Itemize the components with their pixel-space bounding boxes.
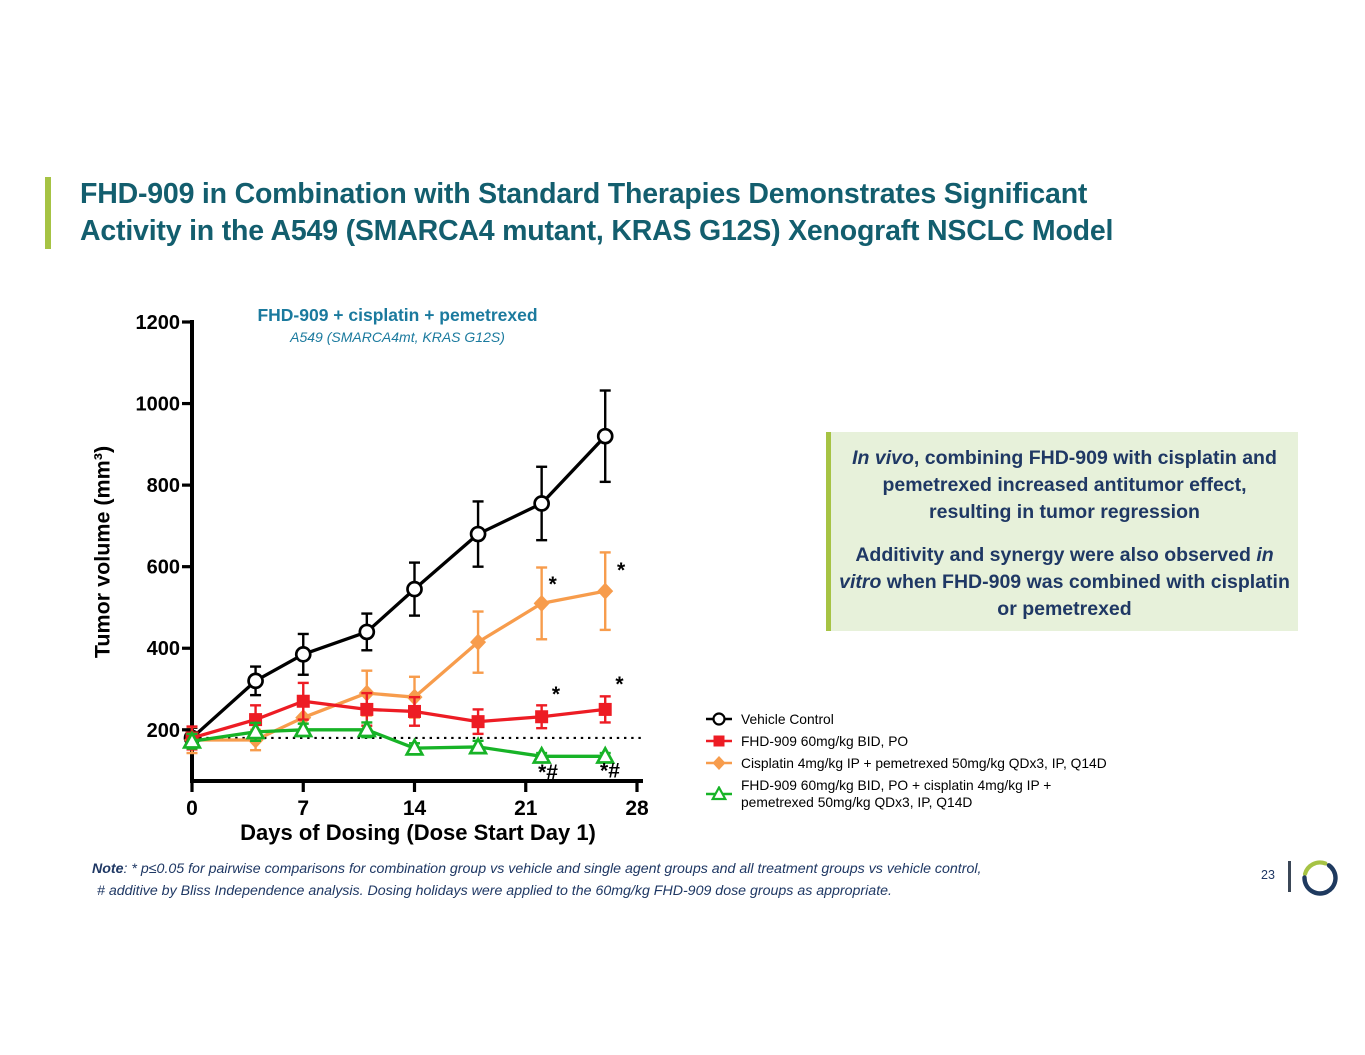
footer-divider bbox=[1288, 861, 1291, 892]
footnote bbox=[92, 858, 1072, 902]
title-accent-bar bbox=[45, 177, 51, 249]
legend-item-cisplatin-pemetrexed bbox=[705, 755, 1107, 771]
insight-paragraph-1: In vivo, combining FHD-909 with cisplatin and pemetrexed increased antitumor effect, resulting in tumor regression bbox=[852, 447, 1277, 523]
chart-title: FHD-909 + cisplatin + pemetrexed bbox=[257, 305, 538, 325]
cisplatin-pemetrexed-marker-icon bbox=[705, 755, 733, 771]
svg-text:200: 200 bbox=[146, 719, 180, 742]
svg-text:800: 800 bbox=[146, 475, 180, 498]
footnote-line2: # additive by Bliss Independence analysis. Dosing holidays were applied to the 60mg/kg FHD-909 dose groups as appropriate. bbox=[97, 883, 892, 899]
x-axis-label: Days of Dosing (Dose Start Day 1) bbox=[240, 820, 596, 845]
svg-text:28: 28 bbox=[625, 797, 649, 820]
vehicle-control-marker-icon bbox=[705, 711, 733, 727]
svg-text:21: 21 bbox=[514, 797, 538, 820]
slide-title-line1: FHD-909 in Combination with Standard Therapies Demonstrates Significant bbox=[80, 178, 1088, 210]
legend-label: FHD-909 60mg/kg BID, PO bbox=[741, 733, 909, 749]
insight-box bbox=[826, 432, 1298, 631]
svg-text:*: * bbox=[617, 558, 626, 582]
svg-text:1000: 1000 bbox=[135, 393, 180, 416]
fhd909-marker-icon bbox=[705, 733, 733, 749]
company-logo-icon bbox=[1299, 857, 1341, 899]
slide-title bbox=[80, 176, 1350, 249]
legend-item-vehicle bbox=[705, 711, 1107, 727]
svg-text:600: 600 bbox=[146, 556, 180, 579]
legend-item-combination bbox=[705, 777, 1107, 811]
y-axis-label: Tumor volume (mm³) bbox=[90, 445, 115, 659]
footnote-line1: Note: * p≤0.05 for pairwise comparisons for combination group vs vehicle and single agent groups and all treatment groups vs vehicle control, bbox=[92, 861, 982, 877]
svg-text:1200: 1200 bbox=[135, 312, 180, 334]
svg-text:*#: *# bbox=[538, 761, 558, 785]
chart-legend bbox=[705, 711, 1107, 817]
svg-text:*#: *# bbox=[600, 759, 620, 783]
slide-title-line2: Activity in the A549 (SMARCA4 mutant, KRAS G12S) Xenograft NSCLC Model bbox=[80, 214, 1114, 247]
svg-text:*: * bbox=[551, 682, 561, 706]
svg-text:14: 14 bbox=[402, 797, 427, 820]
svg-text:7: 7 bbox=[297, 797, 310, 820]
legend-label: Vehicle Control bbox=[741, 711, 834, 727]
svg-text:*: * bbox=[548, 572, 557, 596]
legend-label: FHD-909 60mg/kg BID, PO + cisplatin 4mg/kg IP + pemetrexed 50mg/kg QDx3, IP, Q14D bbox=[741, 778, 1052, 810]
legend-label: Cisplatin 4mg/kg IP + pemetrexed 50mg/kg QDx3, IP, Q14D bbox=[741, 755, 1107, 771]
insight-paragraph-2: Additivity and synergy were also observed in vitro when FHD-909 was combined with cisplatin or pemetrexed bbox=[839, 544, 1290, 620]
page-number: 23 bbox=[1261, 868, 1275, 882]
svg-text:*: * bbox=[615, 673, 624, 697]
legend-item-fhd909 bbox=[705, 733, 1107, 749]
tumor-volume-chart bbox=[85, 300, 685, 830]
chart-subtitle: A549 (SMARCA4mt, KRAS G12S) bbox=[290, 329, 505, 345]
svg-text:0: 0 bbox=[186, 797, 198, 820]
combination-marker-icon bbox=[705, 786, 733, 802]
svg-text:400: 400 bbox=[146, 638, 180, 661]
